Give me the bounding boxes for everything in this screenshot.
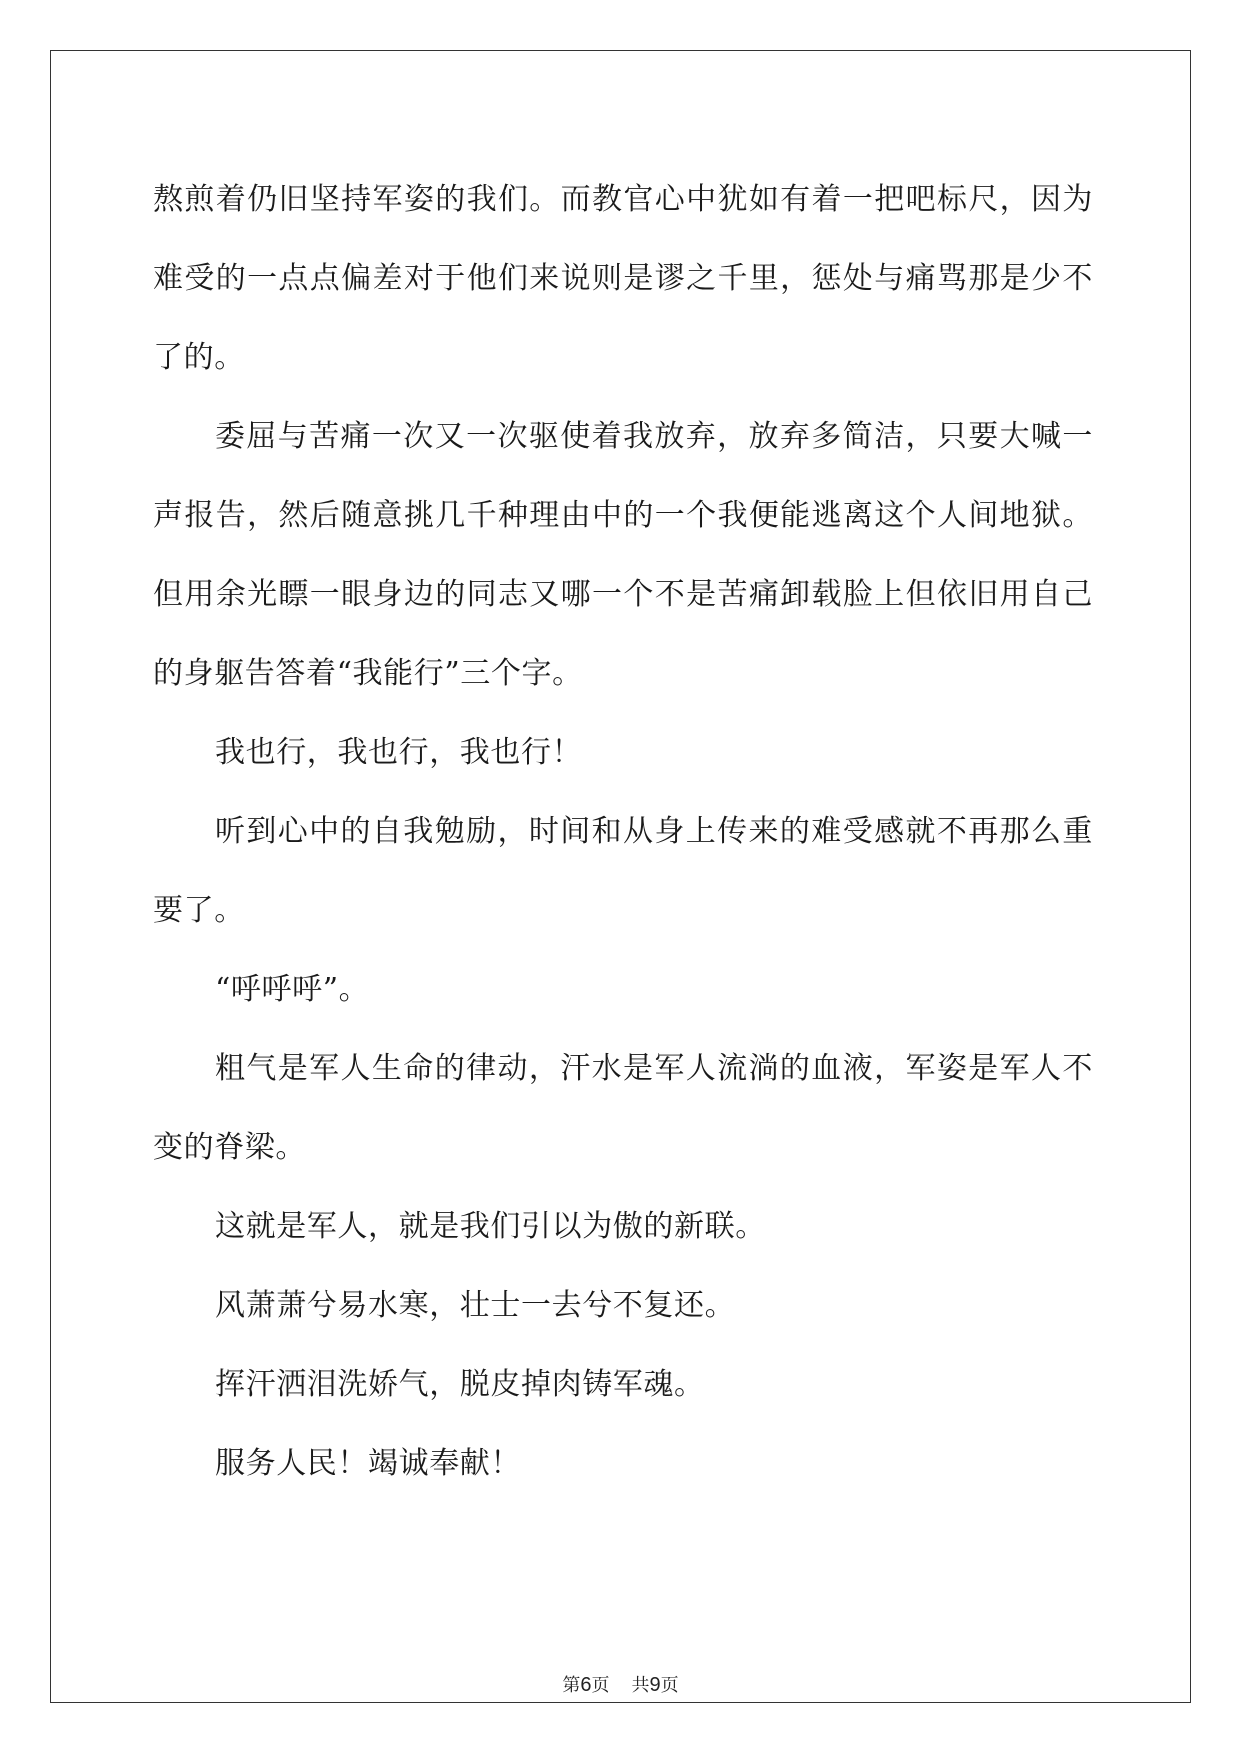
page-current: 6 <box>580 1674 592 1696</box>
paragraph: 挥汗洒泪洗娇气，脱皮掉肉铸军魂。 <box>215 1367 705 1402</box>
page-prefix: 第 <box>562 1675 581 1696</box>
page-total: 9 <box>649 1674 661 1696</box>
paragraph: 委屈与苦痛一次又一次驱使着我放弃，放弃多简洁，只要大喊一声报告，然后随意挑几千种理由中的一个我便能逃离这个人间地狱。但用余光瞟一眼身边的同志又哪一个不是苦痛卸载脸上但依旧用自己的身躯告答着“我能行”三个字。 <box>153 419 1093 691</box>
paragraph: 粗气是军人生命的律动，汗水是军人流淌的血液，军姿是军人不变的脊梁。 <box>153 1051 1093 1165</box>
paragraph: 服务人民！竭诚奉献！ <box>215 1446 521 1481</box>
page-suffix: 页 <box>591 1675 610 1696</box>
document-body <box>153 160 1093 1503</box>
paragraph: “呼呼呼”。 <box>215 972 370 1007</box>
total-prefix: 共 <box>631 1675 650 1696</box>
page-footer <box>0 1673 1241 1698</box>
paragraph: 我也行，我也行，我也行！ <box>215 735 583 770</box>
total-suffix: 页 <box>660 1675 679 1696</box>
paragraph: 听到心中的自我勉励，时间和从身上传来的难受感就不再那么重要了。 <box>153 814 1093 928</box>
paragraph: 风萧萧兮易水寒，壮士一去兮不复还。 <box>215 1288 736 1323</box>
paragraph: 熬煎着仍旧坚持军姿的我们。而教官心中犹如有着一把吧标尺，因为难受的一点点偏差对于他们来说则是谬之千里，惩处与痛骂那是少不了的。 <box>153 182 1093 375</box>
paragraph: 这就是军人，就是我们引以为傲的新联。 <box>215 1209 766 1244</box>
